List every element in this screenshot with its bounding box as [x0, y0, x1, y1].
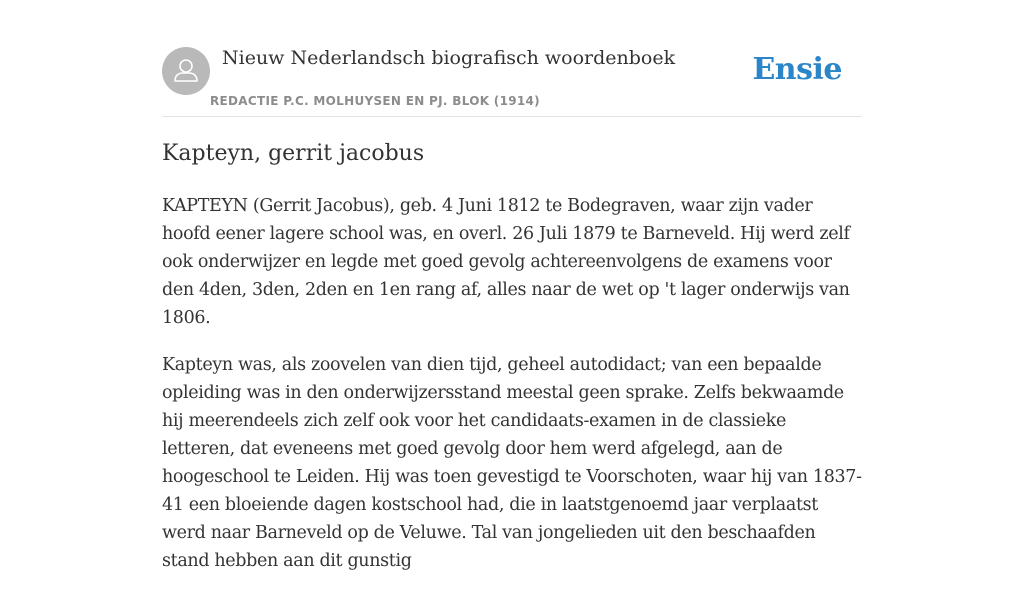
article-paragraph: Kapteyn was, als zoovelen van dien tijd, geheel autodidact; van een bepaalde opleiding was in den onderwijzersstand meestal geen sprake. Zelfs bekwaamde hij meerendeels zich zelf ook voor het candidaats-examen in de classieke letteren, dat eveneens met goed gevolg door hem werd afgelegd, aan de hoogeschool te Leiden. Hij was toen gevestigd te Voorschoten, waar hij van 1837-41 een bloeiende dagen kostschool had, die in laatstgenoemd jaar verplaatst werd naar Barneveld op de Veluwe. Tal van jongelieden uit den beschaafden stand hebben aan dit gunstig — [162, 355, 862, 571]
source-title[interactable]: Nieuw Nederlandsch biografisch woordenboek — [222, 47, 676, 69]
user-icon — [162, 47, 210, 95]
ensie-logo-link[interactable]: Ensie — [752, 52, 842, 87]
source-header — [162, 46, 862, 117]
article-title: Kapteyn, gerrit jacobus — [162, 141, 425, 166]
article-paragraph: KAPTEYN (Gerrit Jacobus), geb. 4 Juni 1812 te Bodegraven, waar zijn vader hoofd eener lagere school was, en overl. 26 Juli 1879 te Barneveld. Hij werd zelf ook onderwijzer en legde met goed gevolg achtereenvolgens de examens voor den 4den, 3den, 2den en 1en rang af, alles naar de wet op 't lager onderwijs van 1806. — [162, 196, 850, 328]
source-subtitle: REDACTIE P.C. MOLHUYSEN EN PJ. BLOK (1914) — [210, 94, 540, 108]
article — [162, 138, 864, 594]
